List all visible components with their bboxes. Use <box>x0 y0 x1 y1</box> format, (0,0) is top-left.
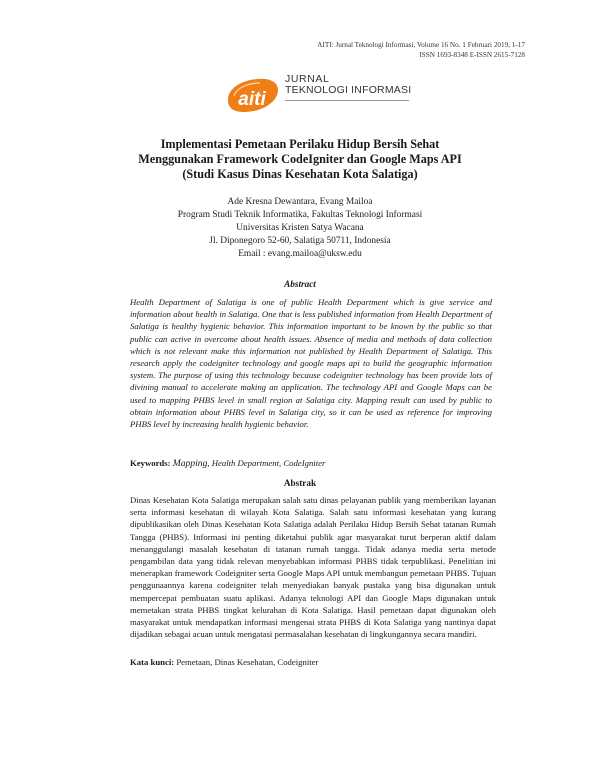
author-names: Ade Kresna Dewantara, Evang Mailoa <box>227 197 373 207</box>
keywords-rest: , Health Department, CodeIgniter <box>207 458 326 468</box>
abstract-body <box>130 296 492 430</box>
abstract-line: be known by the public so that public can active in overcome about health issues. Absence <box>130 321 493 344</box>
logo-text <box>285 74 411 96</box>
kata-kunci-value: Pemetaan, Dinas Kesehatan, Codeigniter <box>176 657 319 667</box>
logo-line-jurnal: JURNAL <box>285 73 330 85</box>
abstract-line: Health Department of Salatiga is one of public Health Department which is give service <box>130 297 474 307</box>
abstrak-line: diketahui publik agar masyarakat turut berperan aktif dalam menanggulangi masalah <box>130 531 497 554</box>
abstract-line: reference for improving PHBS level by increasing health hygienic behavior. <box>130 406 493 430</box>
abstrak-line: bisa digunakan untuk mempercepat pembuatan suatu aplikasi. Adanya teknologi API dan <box>130 580 496 603</box>
abstract-line: Health Department of Salatiga is healthy hygienic behavior. This information important to <box>130 309 493 332</box>
author-block <box>60 196 540 261</box>
journal-logo <box>222 70 412 114</box>
author-address: Jl. Diponegoro 52-60, Salatiga 50711, Indonesia <box>209 236 391 246</box>
abstrak-line: informasi kesehatan yang kurang dipublikasikan oleh Dinas Kesehatan Kota Salatiga <box>130 507 497 530</box>
abstrak-line: yang tidak relevan menyebabkan informasi PHBS tidak terpublikasi. Penelitian ini <box>196 556 497 567</box>
journal-issn: ISSN 1693-8348 E-ISSN 2615-7128 <box>419 51 525 59</box>
abstract-line: of using this technology because codeigniter technology has been provide lots of divining <box>130 370 493 393</box>
abstract-line: published by Health Department of Salatiga. This research apply the codeigniter <box>130 345 492 369</box>
abstrak-line: strata PHBS di Kota Salatiga yang nantinya dapat dijadikan sebagai acuan untuk mengatasi <box>130 617 496 640</box>
abstract-heading: Abstract <box>284 279 316 289</box>
aiti-logo-wordmark: aiti <box>238 89 266 110</box>
abstrak-line: adalah Perilaku Hidup Bersih Sehat tatanan Rumah Tangga (PHBS). Informasi ini penting <box>130 519 497 542</box>
author-email: Email : evang.mailoa@uksw.edu <box>238 249 362 259</box>
abstract-line: public to obtain information about PHBS level in Salatiga city, so it can be used as <box>130 394 493 417</box>
aiti-logo-mark <box>222 70 280 114</box>
abstract-line: used to mapping PHBS level in small region at Salatiga city. Mapping result can used by <box>130 394 457 405</box>
paper-title <box>60 137 540 182</box>
abstract-line: of media and methods of data collection which is not relevant make this information not <box>130 333 493 356</box>
title-line: Menggunakan Framework CodeIgniter dan Google Maps API <box>138 152 462 166</box>
abstrak-line: Google Maps digunakan untuk memetakan strata PHBS tingkat kelurahan di Kota Salatiga. <box>130 592 497 615</box>
abstrak-body <box>130 494 496 640</box>
title-line: Implementasi Pemetaan Perilaku Hidup Bersih Sehat <box>160 137 440 151</box>
title-line: (Studi Kasus Dinas Kesehatan Kota Salatiga) <box>182 167 418 181</box>
abstract-line: and information about health in Salatiga. One that is less published information from <box>130 297 492 320</box>
author-university: Universitas Kristen Satya Wacana <box>236 223 364 233</box>
abstrak-line: Dinas Kesehatan Kota Salatiga merupakan salah satu dinas pelayanan publik yang <box>130 495 421 505</box>
abstrak-line: permasalahan kesehatan di lingkungannya secara mandiri. <box>274 629 477 640</box>
abstrak-line: memberikan layanan serta informasi kesehatan di wilayah Kota Salatiga. Salah satu <box>130 495 497 518</box>
abstrak-line: kesehatan di tatanan rumah tangga. Tidak adanya media serta metode pengambilan data <box>130 543 497 567</box>
abstrak-line: Hasil pemetaan dapat digunakan oleh masyarakat untuk mendapatkan informasi mengenai <box>130 604 496 628</box>
logo-line-teknologi: TEKNOLOGI INFORMASI <box>285 84 412 96</box>
keywords <box>130 458 530 469</box>
abstract-line: manual to accelerate making an application. The technology API and Google Maps can be <box>161 382 493 393</box>
abstract-line: technology and google maps api to build the geographic information system. The purpose <box>130 358 493 381</box>
keyword-first: Mapping <box>172 458 208 469</box>
abstrak-line: menerapkan framework Codeigniter serta Google Maps API untuk membangun pemetaan <box>130 568 444 579</box>
journal-header <box>317 40 525 60</box>
logo-divider <box>285 100 409 101</box>
keywords-label: Keywords: <box>130 458 171 468</box>
journal-citation: AITI: Jurnal Teknologi Informasi, Volume 16 No. 1 Februari 2019, 1-17 <box>317 41 525 49</box>
kata-kunci <box>130 657 530 667</box>
author-affiliation: Program Studi Teknik Informatika, Fakultas Teknologi Informasi <box>177 210 423 220</box>
abstrak-heading: Abstrak <box>283 478 317 488</box>
abstrak-line: PHBS. Tujuan penggunaannya karena codeigniter telah menyediakan banyak pustaka yang <box>130 568 496 591</box>
kata-kunci-label: Kata kunci: <box>130 657 175 667</box>
